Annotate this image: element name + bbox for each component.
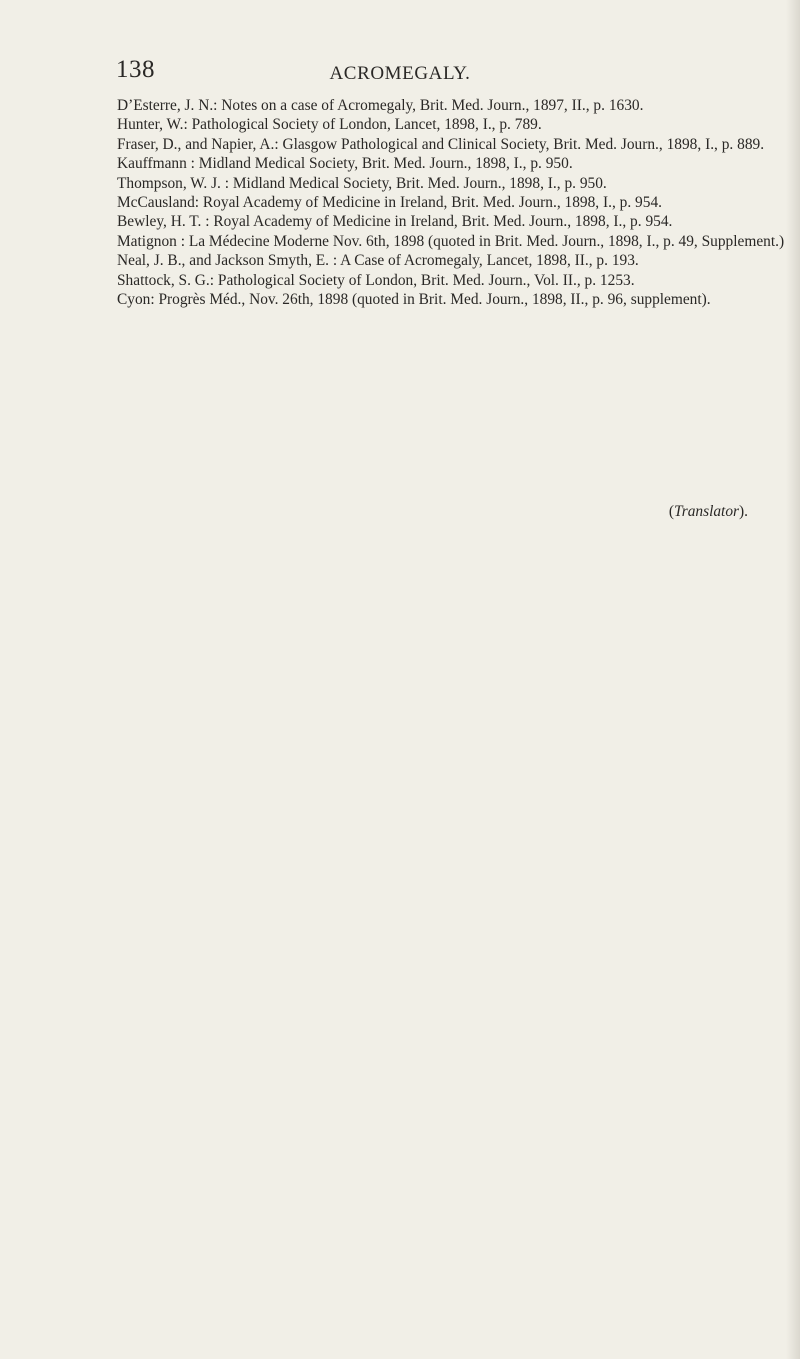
translator-signature — [669, 503, 748, 521]
reference-entry: Kauffmann : Midland Medical Society, Brit. Med. Journ., 1898, I., p. 950. — [117, 155, 573, 173]
signature-label: Translator — [674, 503, 740, 520]
signature-close-paren: ). — [739, 503, 748, 520]
reference-entry: Thompson, W. J. : Midland Medical Society, Brit. Med. Journ., 1898, I., p. 950. — [117, 174, 607, 192]
signature-open-paren: ( — [668, 503, 674, 520]
reference-entry: Fraser, D., and Napier, A.: Glasgow Pathological and Clinical Society, Brit. Med. Journ., 1898, I., p. 889. — [117, 135, 765, 153]
reference-entry: McCausland: Royal Academy of Medicine in Ireland, Brit. Med. Journ., 1898, I., p. 954. — [117, 194, 662, 212]
reference-list — [117, 96, 789, 309]
page-number: 138 — [116, 56, 155, 83]
reference-entry: Matignon : La Médecine Moderne Nov. 6th, 1898 (quoted in Brit. Med. Journ., 1898, I., p. 49, Supplement.) — [117, 232, 785, 250]
reference-entry: D’Esterre, J. N.: Notes on a case of Acromegaly, Brit. Med. Journ., 1897, II., p. 1630. — [117, 97, 644, 114]
reference-entry: Bewley, H. T. : Royal Academy of Medicine in Ireland, Brit. Med. Journ., 1898, I., p. 954. — [117, 213, 673, 231]
reference-entry: Neal, J. B., and Jackson Smyth, E. : A Case of Acromegaly, Lancet, 1898, II., p. 193. — [117, 252, 639, 270]
reference-entry: Cyon: Progrès Méd., Nov. 26th, 1898 (quoted in Brit. Med. Journ., 1898, II., p. 96, supplement). — [117, 291, 711, 309]
reference-entry: Shattock, S. G.: Pathological Society of London, Brit. Med. Journ., Vol. II., p. 1253. — [117, 271, 635, 289]
reference-entry: Hunter, W.: Pathological Society of London, Lancet, 1898, I., p. 789. — [117, 116, 542, 134]
running-head: ACROMEGALY. — [329, 63, 471, 84]
